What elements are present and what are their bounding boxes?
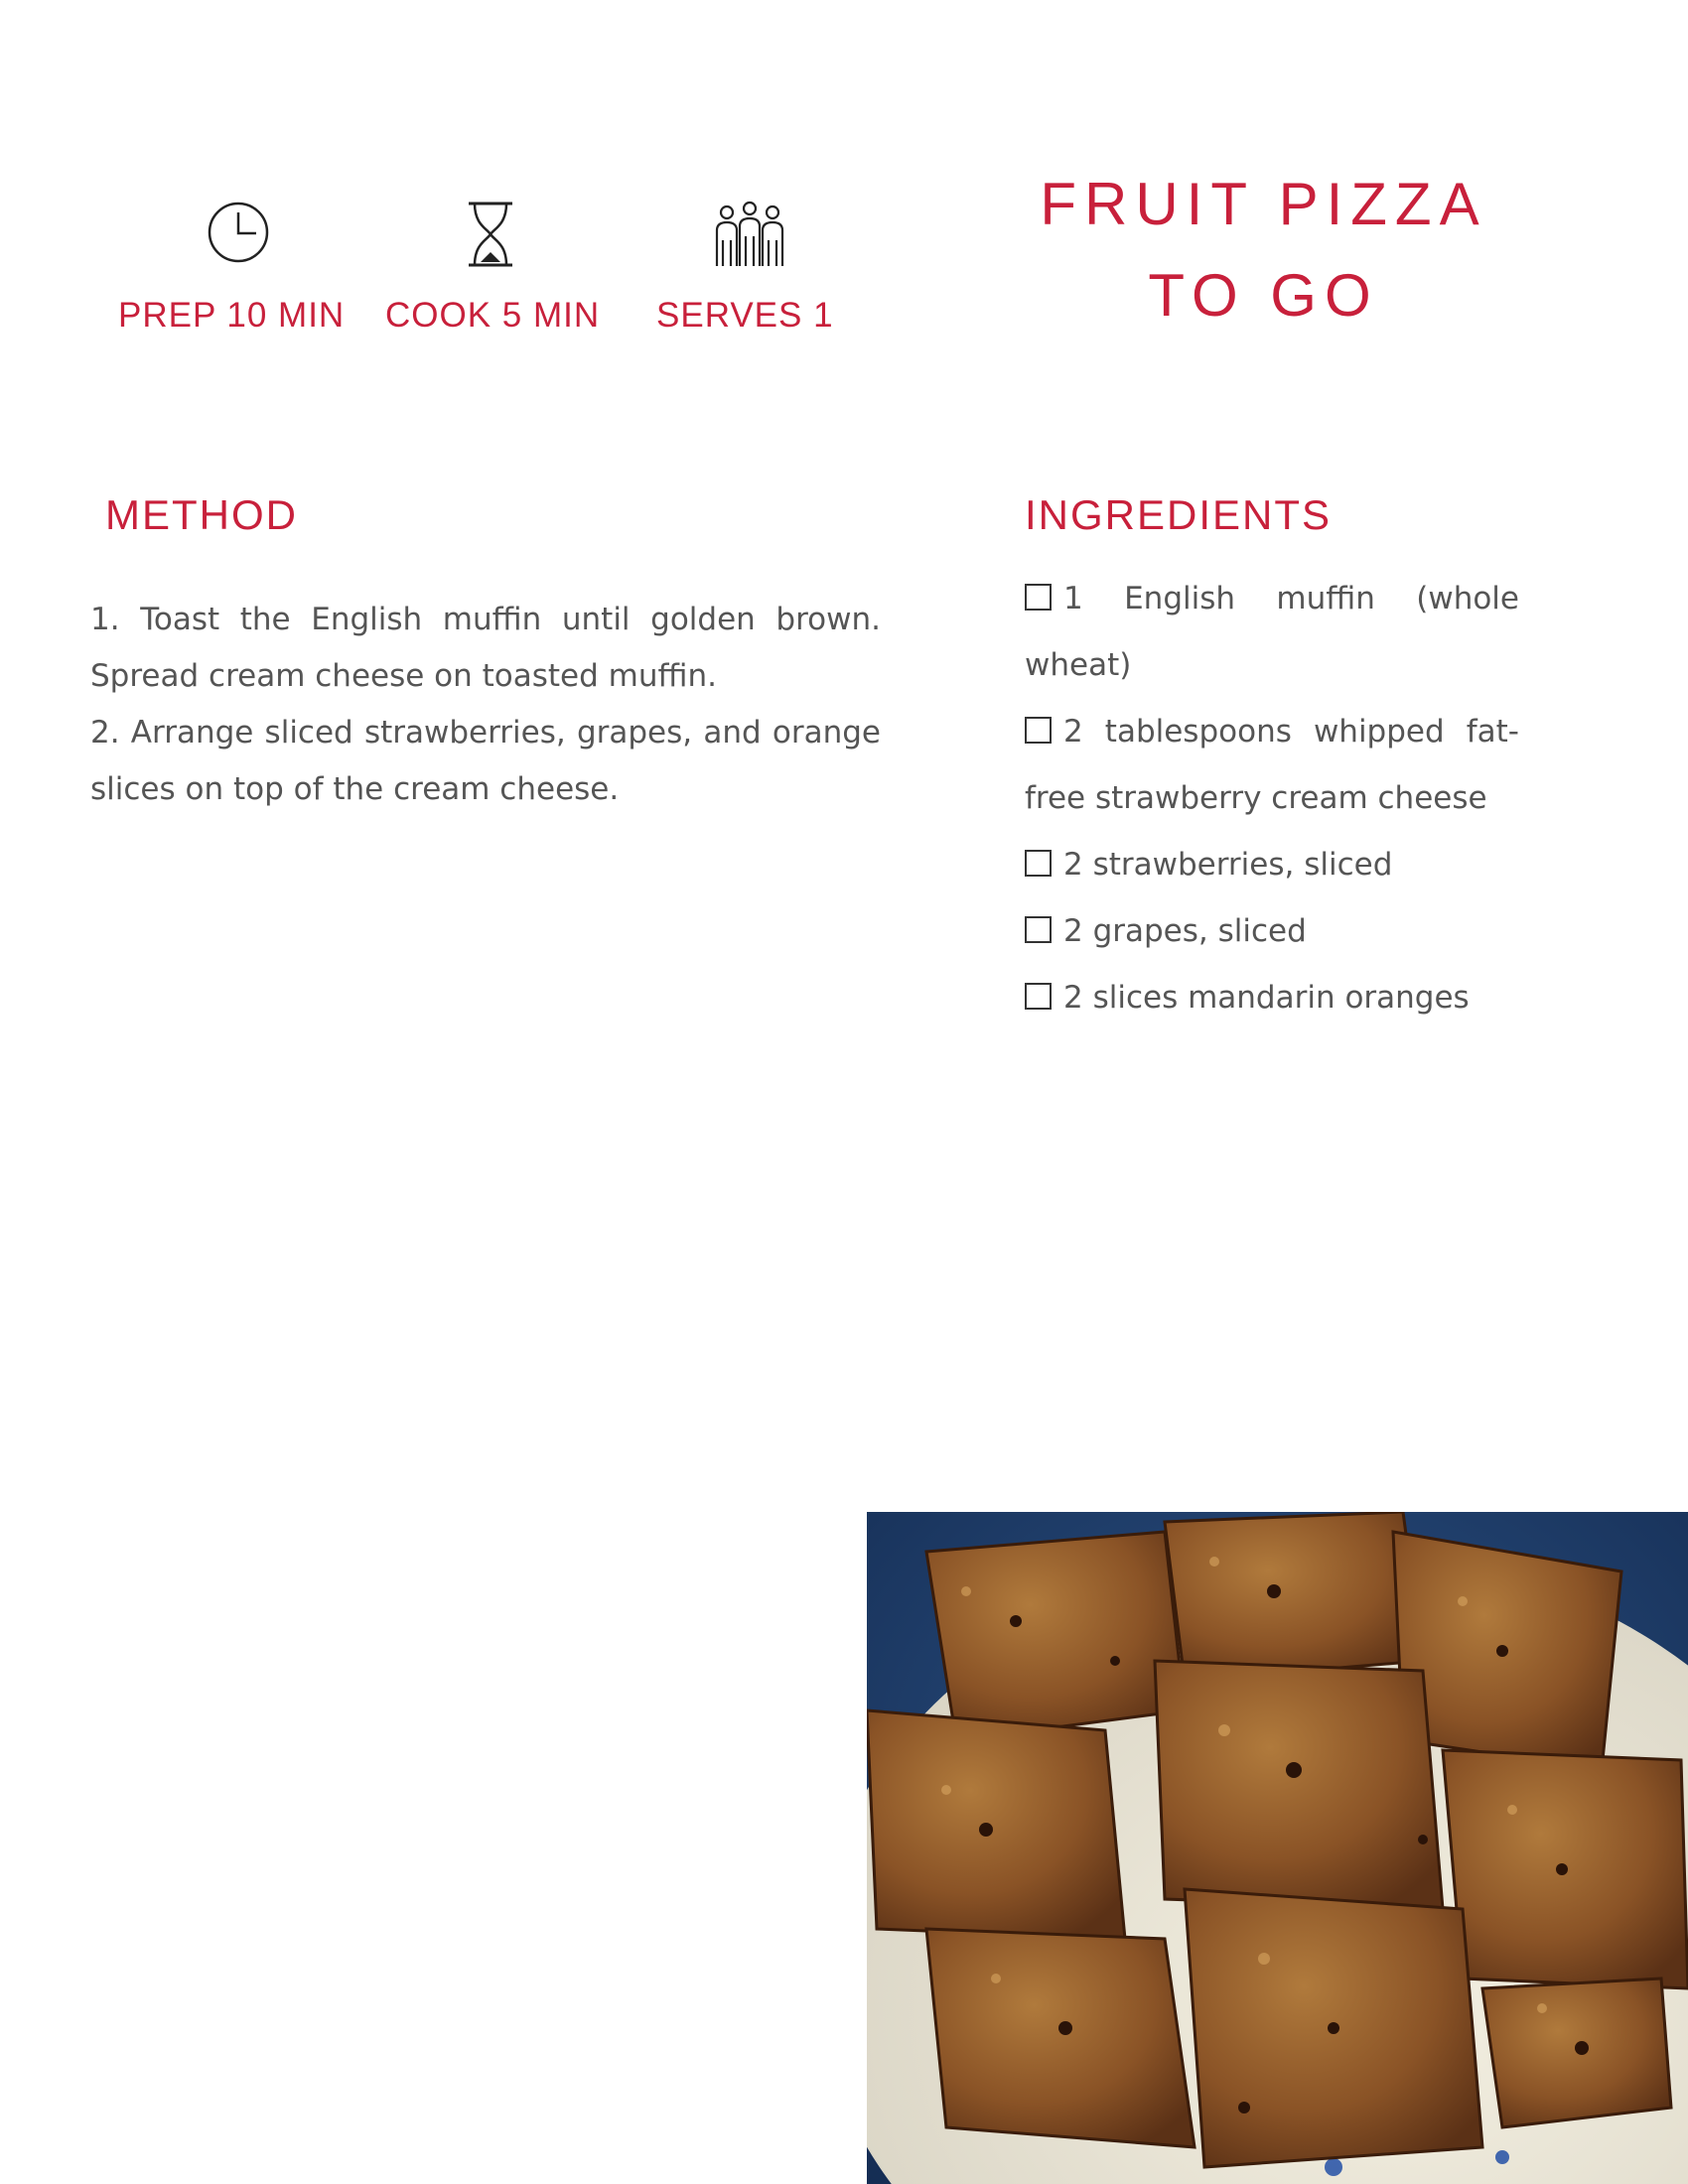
ingredient-item [1025, 699, 1519, 832]
servings-label: SERVES 1 [656, 296, 834, 335]
ingredient-checkbox[interactable] [1025, 916, 1052, 943]
ingredient-item [1025, 965, 1519, 1031]
prep-time-label: PREP 10 MIN [118, 296, 346, 335]
recipe-title-line-1: FRUIT PIZZA [1040, 171, 1487, 237]
ingredient-item [1025, 566, 1519, 699]
cook-time-label: COOK 5 MIN [385, 296, 601, 335]
ingredient-text: 2 slices mandarin oranges [1063, 980, 1470, 1016]
method-heading: METHOD [105, 491, 298, 538]
ingredient-checkbox[interactable] [1025, 717, 1052, 744]
method-step: 1. Toast the English muffin until golden brown. Spread cream cheese on toasted muffin. [90, 602, 881, 694]
people-icon [713, 201, 786, 268]
food-photo [867, 1512, 1688, 2184]
ingredients-heading: INGREDIENTS [1025, 491, 1333, 538]
hourglass-icon [467, 201, 514, 268]
ingredient-text: 1 English muffin (whole wheat) [1025, 581, 1519, 683]
ingredient-checkbox[interactable] [1025, 850, 1052, 877]
ingredients-list [1025, 566, 1519, 1031]
recipe-title-line-2: TO GO [1148, 262, 1379, 329]
method-step: 2. Arrange sliced strawberries, grapes, and orange slices on top of the cream cheese. [90, 715, 881, 807]
method-steps [90, 592, 881, 818]
ingredient-checkbox[interactable] [1025, 983, 1052, 1010]
ingredient-checkbox[interactable] [1025, 584, 1052, 611]
ingredient-item [1025, 898, 1519, 965]
ingredient-text: 2 grapes, sliced [1063, 913, 1307, 949]
ingredient-text: 2 tablespoons whipped fat-free strawberry cream cheese [1025, 714, 1519, 816]
ingredient-item [1025, 832, 1519, 898]
clock-icon [207, 201, 270, 264]
ingredient-text: 2 strawberries, sliced [1063, 847, 1393, 883]
recipe-title [993, 159, 1534, 341]
